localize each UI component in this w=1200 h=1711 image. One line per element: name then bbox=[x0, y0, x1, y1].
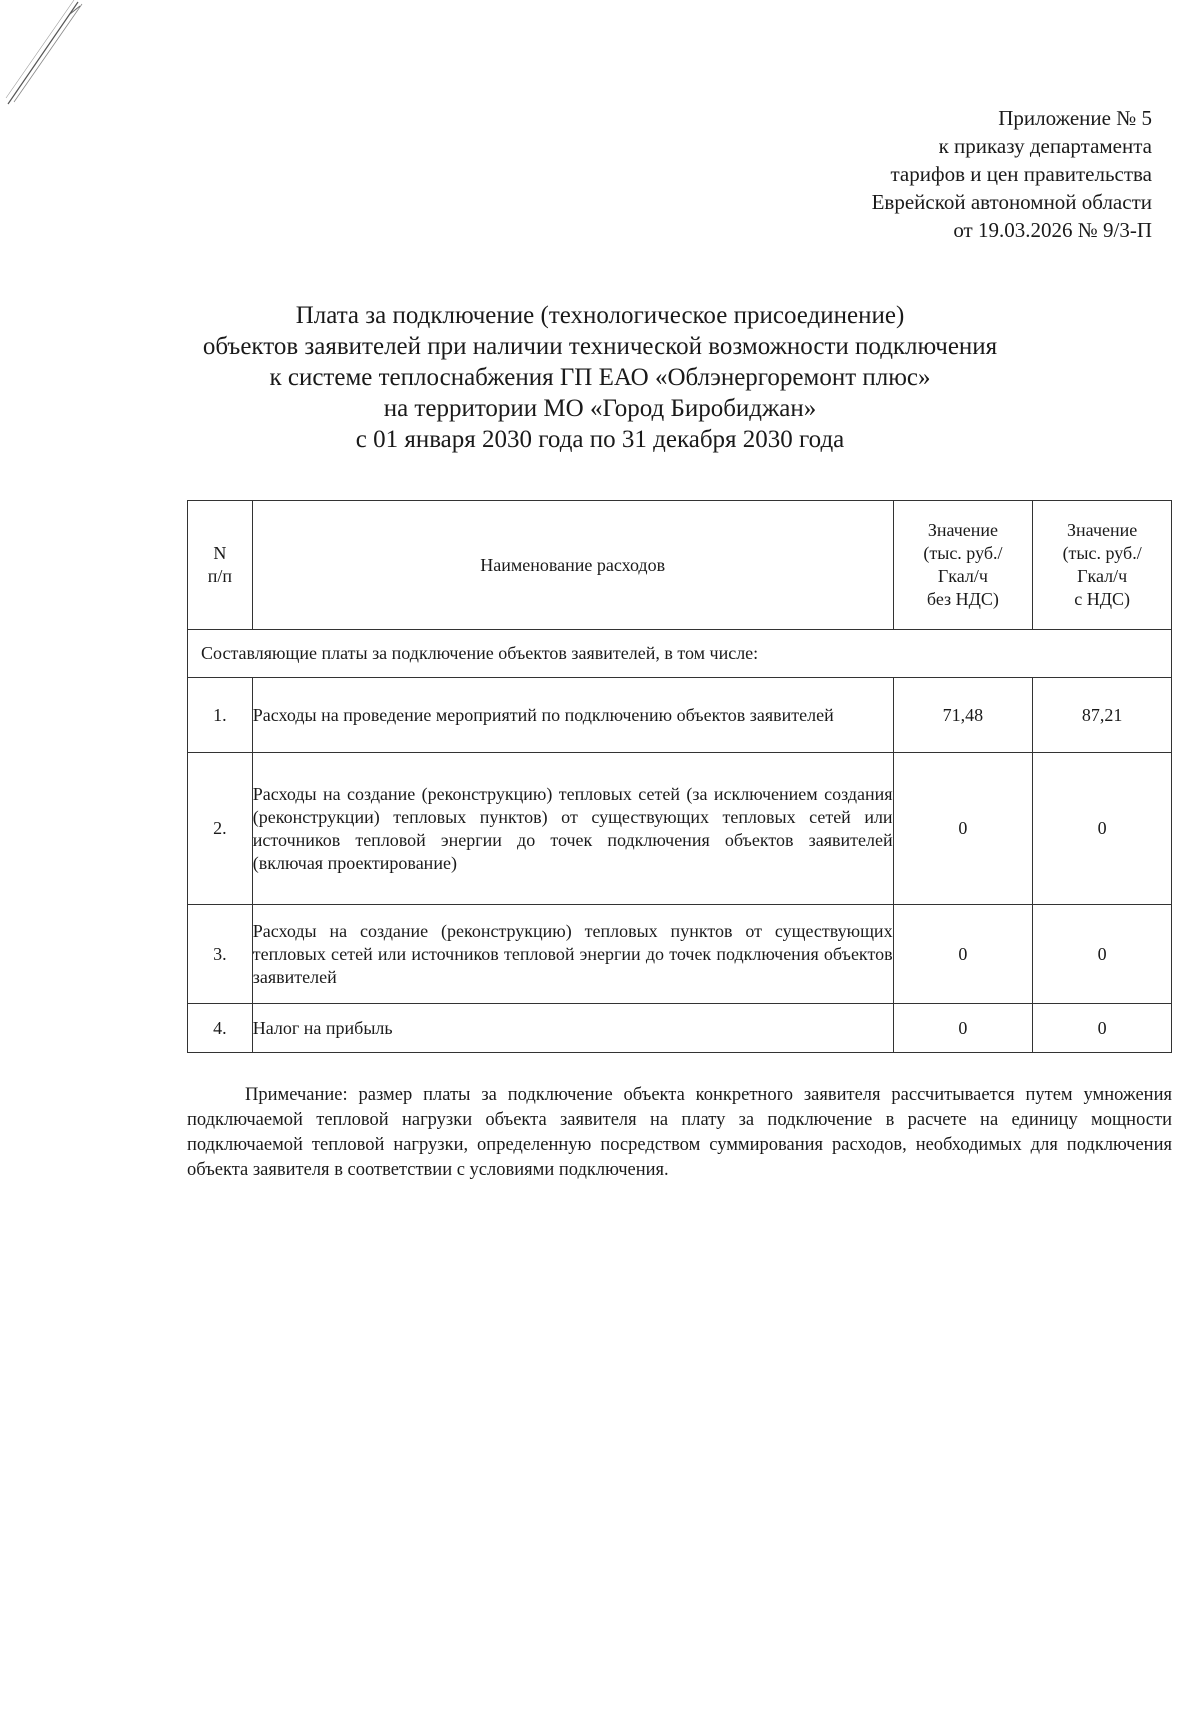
note-paragraph: Примечание: размер платы за подключение объекта конкретного заявителя рассчитывается путем умножения подключаемой тепловой нагрузки объекта заявителя на плату за подключение в расчете на единицу мощности подключаемой тепловой нагрузки, определенную посредством суммирования расходов, необходимых для подключения объекта заявителя в соответствии с условиями подключения. bbox=[187, 1085, 1172, 1180]
appendix-line: от 19.03.2026 № 9/3-П bbox=[953, 218, 1152, 242]
header-value-line: без НДС) bbox=[926, 589, 999, 609]
section-label: Составляющие платы за подключение объектов заявителей, в том числе: bbox=[188, 630, 1172, 678]
row-value-vat: 0 bbox=[1033, 1004, 1172, 1053]
table-row bbox=[188, 1004, 1172, 1053]
row-value-no-vat: 71,48 bbox=[893, 678, 1033, 753]
header-value-no-vat bbox=[893, 501, 1033, 630]
row-value-no-vat: 0 bbox=[893, 753, 1033, 905]
row-value-no-vat: 0 bbox=[893, 1004, 1033, 1053]
row-name: Расходы на создание (реконструкцию) тепловых пунктов от существующих тепловых сетей или источников тепловой энергии до точек подключения объектов заявителей bbox=[252, 905, 893, 1004]
appendix-line: Еврейской автономной области bbox=[871, 190, 1152, 214]
row-name: Расходы на проведение мероприятий по подключению объектов заявителей bbox=[252, 678, 893, 753]
header-value-line: Гкал/ч bbox=[937, 566, 988, 586]
row-value-vat: 0 bbox=[1033, 753, 1172, 905]
row-number: 1. bbox=[188, 678, 253, 753]
document-title bbox=[160, 300, 1040, 455]
staple-mark bbox=[4, 0, 94, 110]
costs-table bbox=[187, 500, 1172, 1053]
header-number bbox=[188, 501, 253, 630]
title-line: объектов заявителей при наличии технической возможности подключения bbox=[202, 333, 998, 360]
header-value-line: с НДС) bbox=[1074, 589, 1131, 609]
appendix-line: Приложение № 5 bbox=[998, 106, 1152, 130]
header-number-line: п/п bbox=[207, 566, 233, 586]
appendix-block bbox=[872, 104, 1152, 244]
table-row bbox=[188, 678, 1172, 753]
appendix-line: тарифов и цен правительства bbox=[890, 162, 1152, 186]
title-line: Плата за подключение (технологическое присоединение) bbox=[295, 302, 905, 329]
header-value-line: Значение bbox=[1067, 520, 1138, 540]
table-row bbox=[188, 905, 1172, 1004]
table-row bbox=[188, 753, 1172, 905]
header-number-line: N bbox=[213, 543, 227, 563]
row-number: 2. bbox=[188, 753, 253, 905]
title-line: к системе теплоснабжения ГП ЕАО «Облэнергоремонт плюс» bbox=[269, 364, 931, 391]
row-value-no-vat: 0 bbox=[893, 905, 1033, 1004]
header-value-vat bbox=[1033, 501, 1172, 630]
row-name: Расходы на создание (реконструкцию) тепловых сетей (за исключением создания (реконструкции) тепловых пунктов) от существующих тепловых сетей или источников тепловой энергии до точек подключения объектов заявителей (включая проектирование) bbox=[252, 753, 893, 905]
section-row bbox=[188, 630, 1172, 678]
title-line: с 01 января 2030 года по 31 декабря 2030 года bbox=[355, 426, 845, 453]
header-name: Наименование расходов bbox=[252, 501, 893, 630]
row-name: Налог на прибыль bbox=[252, 1004, 893, 1053]
header-value-line: (тыс. руб./ bbox=[1062, 543, 1142, 563]
header-value-line: Гкал/ч bbox=[1077, 566, 1128, 586]
appendix-line: к приказу департамента bbox=[938, 134, 1152, 158]
header-value-line: Значение bbox=[927, 520, 999, 540]
row-value-vat: 87,21 bbox=[1033, 678, 1172, 753]
table-header-row bbox=[188, 501, 1172, 630]
row-number: 4. bbox=[188, 1004, 253, 1053]
row-number: 3. bbox=[188, 905, 253, 1004]
row-value-vat: 0 bbox=[1033, 905, 1172, 1004]
header-value-line: (тыс. руб./ bbox=[923, 543, 1003, 563]
title-line: на территории МО «Город Биробиджан» bbox=[383, 395, 817, 422]
